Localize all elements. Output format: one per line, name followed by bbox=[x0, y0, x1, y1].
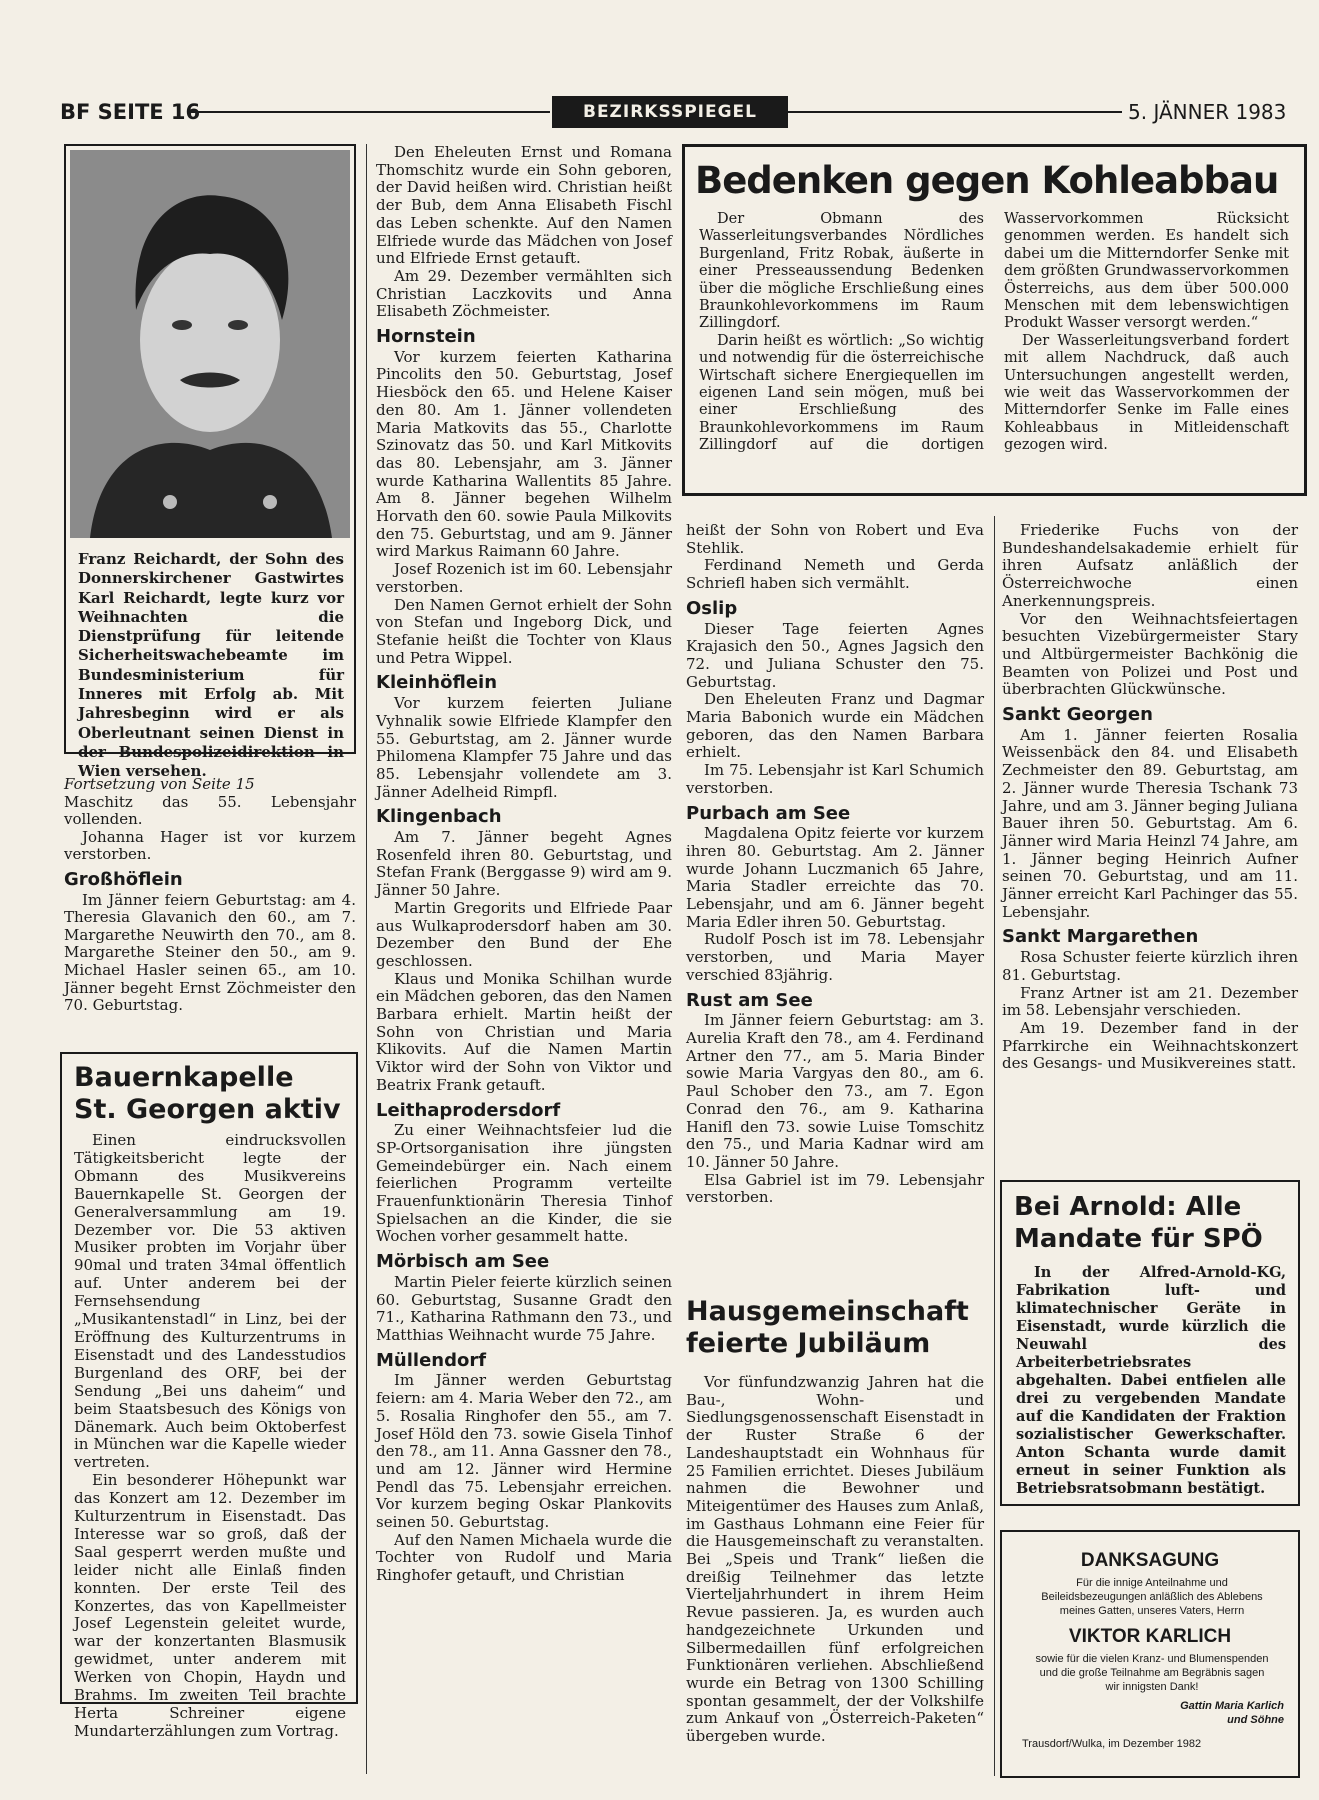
notice-title: DANKSAGUNG bbox=[1080, 1550, 1220, 1571]
subheading-leithaprodersdorf: Leithaprodersdorf bbox=[376, 1099, 561, 1121]
paragraph: Ein besonderer Höhepunkt war das Konzert am 12. Dezember im Kulturzentrum in Eisenstadt. Das Interesse war so groß, daß der Saal gesperrt werden mußte und leider nicht alle Einlaß finden konnten. Der erste Teil des Konzertes, das von Kapellmeister Josef Legenstein geleitet wurde, war der konzertanten Blasmusik gewidmet, unter anderem mit Werken von Chopin, Haydn und Brahms. Im zweiten Teil brachte Herta Schreiner eigene Mundarterzählungen zum Vortrag. bbox=[74, 1471, 346, 1740]
paragraph: Im Jänner werden Geburtstag feiern: am 4. Maria Weber den 72., am 5. Rosalia Ringhofer den 55., am 7. Josef Höld den 73. sowie Gisela Tinhof den 78., am 11. Anna Gassner den 78., und am 12. Jänner wird Hermine Pendl das 75. Lebensjahr erreichen. Vor kurzem beging Oskar Plankovits seinen 50. Geburtstag. bbox=[376, 1371, 672, 1532]
paragraph: Dieser Tage feierten Agnes Krajasich den 50., Agnes Jagsich den 72. und Juliana Schuster den 75. Geburtstag. bbox=[686, 619, 984, 691]
danksagung-notice bbox=[1000, 1530, 1300, 1778]
portrait-photo bbox=[70, 150, 350, 538]
paragraph: Den Eheleuten Franz und Dagmar Maria Babonich wurde ein Mädchen geboren, das den Namen Barbara erhielt. bbox=[686, 690, 984, 762]
photo-box bbox=[64, 144, 356, 781]
hausgemeinschaft-body bbox=[686, 1374, 984, 1746]
subheading-sankt-margarethen: Sankt Margarethen bbox=[1002, 926, 1199, 948]
column-2 bbox=[376, 144, 672, 1585]
notice-signature: Gattin Maria Karlich bbox=[1180, 1700, 1284, 1712]
article-body bbox=[699, 211, 1289, 455]
notice-name: VIKTOR KARLICH bbox=[1068, 1626, 1232, 1647]
paragraph: Am 7. Jänner begeht Agnes Rosenfeld ihren 80. Geburtstag, und Stefan Frank (Berggasse 9) wird am 9. Jänner 50 Jahre. bbox=[376, 828, 672, 900]
paragraph: Den Eheleuten Ernst und Romana Thomschitz wurde ein Sohn geboren, der David heißen wird. Christian heißt der Bub, dem Anna Elisabeth Fischl das Leben schenkte. Auf den Namen Elfriede wurde das Mädchen von Josef und Elfriede Ernst getauft. bbox=[376, 143, 672, 268]
subheading-kleinhoeflein: Kleinhöflein bbox=[376, 672, 498, 694]
paragraph: Franz Artner ist am 21. Dezember im 58. Lebensjahr verschieden. bbox=[1002, 983, 1298, 1020]
header-rule-left bbox=[188, 111, 550, 113]
paragraph: Vor fünfundzwanzig Jahren hat die Bau-, Wohn- und Siedlungsgenossenschaft Eisenstadt in der Ruster Straße 6 der Landeshauptstadt ein Wohnhaus für 25 Familien errichtet. Dieses Jubiläum nahmen die Bewohner und Miteigentümer des Hauses zum Anlaß, im Gasthaus Lohmann eine Feier für die Hausgemeinschaft zu veranstalten. Bei „Speis und Trank“ ließen die dreißig Teilnehmer das letzte Vierteljahrhundert in ihrem Heim Revue passieren. Ja, es wurden auch handgezeichnete Urkunden und Silbermedaillen fünf erfolgreichen Funktionären verliehen. Abschließend wurde ein Betrag von 1300 Schilling spontan gesammelt, der der Volkshilfe zum Ankauf von „Österreich-Paketen“ übergeben wurde. bbox=[686, 1373, 984, 1746]
paragraph: Ferdinand Nemeth und Gerda Schriefl haben sich vermählt. bbox=[686, 556, 984, 593]
article-title: Bedenken gegen Kohleabbau bbox=[695, 159, 1279, 202]
article-title: feierte Jubiläum bbox=[686, 1328, 931, 1359]
column-rule bbox=[994, 516, 995, 1776]
article-title: St. Georgen aktiv bbox=[74, 1094, 341, 1125]
paragraph: Martin Pieler feierte kürzlich seinen 60. Geburtstag, Susanne Gradt den 71., Katharina Rathmann den 73., und Matthias Weihnacht wurde 75 Jahre. bbox=[376, 1272, 672, 1344]
article-body bbox=[74, 1132, 346, 1741]
arnold-article bbox=[1000, 1180, 1300, 1506]
paragraph: Auf den Namen Michaela wurde die Tochter von Rudolf und Maria Ringhofer getauft, und Christian bbox=[376, 1530, 672, 1585]
paragraph: Friederike Fuchs von der Bundeshandelsakademie erhielt für ihren Aufsatz anläßlich der Österreichwoche einen Anerkennungspreis. bbox=[1002, 521, 1298, 610]
paragraph: Klaus und Monika Schilhan wurde ein Mädchen geboren, das den Namen Barbara erhielt. Martin heißt der Sohn von Christian und Maria Klikovits. Auf die Namen Martin Viktor wird der Sohn von Viktor und Beatrix Frank getauft. bbox=[376, 969, 672, 1094]
paragraph: In der Alfred-Arnold-KG, Fabrikation luft- und klimatechnischer Geräte in Eisenstadt, wurde kürzlich die Neuwahl des Arbeiterbetriebsrates abgehalten. Dabei entfielen alle drei zu vergebenden Mandate auf die Kandidaten der Fraktion sozialistischer Gewerkschafter. Anton Schanta wurde damit erneut in seiner Funktion als Betriebsratsobmann bestätigt. bbox=[1016, 1264, 1286, 1497]
paragraph: Rosa Schuster feierte kürzlich ihren 81. Geburtstag. bbox=[1002, 948, 1298, 984]
column-1 bbox=[64, 776, 356, 1015]
section-title: BEZIRKSSPIEGEL bbox=[552, 96, 788, 128]
article-body bbox=[1016, 1264, 1286, 1498]
article-title: Bei Arnold: Alle bbox=[1014, 1192, 1242, 1222]
paragraph: Vor kurzem feierten Juliane Vyhnalik sowie Elfriede Klampfer den 55. Geburtstag, am 2. Jänner wurde Philomena Klampfer 75 Jahre und das 85. Lebensjahr vollendete am 3. Jänner Adelheid Rimpfl. bbox=[376, 694, 672, 801]
article-title: Hausgemeinschaft bbox=[686, 1296, 969, 1327]
issue-date: 5. JÄNNER 1983 bbox=[1128, 100, 1287, 124]
paragraph: Im Jänner feiern Geburtstag: am 4. Theresia Glavanich den 60., am 7. Margarethe Neuwirth den 70., am 8. Margarethe Steiner den 50., am 9. Michael Hasler seinen 65., am 10. Jänner begeht Ernst Zöchmeister den 70. Geburtstag. bbox=[64, 890, 356, 1015]
paragraph: Im Jänner feiern Geburtstag: am 3. Aurelia Kraft den 78., am 4. Ferdinand Artner den 77., am 5. Maria Binder sowie Maria Vargyas den 80., am 6. Paul Schober den 73., am 7. Egon Conrad den 76., am 9. Katharina Hanifl den 73. sowie Luise Tomschitz den 75., und Maria Kadnar wird am 10. Jänner 50 Jahre. bbox=[686, 1011, 984, 1171]
paragraph: Einen eindrucksvollen Tätigkeitsbericht legte der Obmann des Musikvereins Bauernkapelle St. Georgen der Generalversammlung am 19. Dezember vor. Die 53 aktiven Musiker probten im Vorjahr über 90mal und traten 34mal öffentlich auf. Unter anderem bei der Fernsehsendung „Musikantenstadl“ in Linz, bei der Eröffnung des Kulturzentrums in Eisenstadt und des Landesstudios Burgenland des ORF, bei der Sendung „Bei uns daheim“ und beim Staatsbesuch des Königs von Dänemark. Auch beim Oktoberfest in München war die Kapelle wieder vertreten. bbox=[74, 1131, 346, 1472]
paragraph: Am 1. Jänner feierten Rosalia Weissenbäck den 84. und Elisabeth Zechmeister den 89. Geburtstag, am 2. Jänner wurde Theresia Tschank 73 Jahre, und am 3. Jänner beging Juliana Bauer ihren 50. Geburtstag. Am 6. Jänner wird Maria Heinzl 74 Jahre, am 1. Jänner beging Heinrich Aufner seinen 70. Geburtstag, und am 11. Jänner erreicht Karl Pachinger das 55. Lebensjahr. bbox=[1002, 725, 1298, 921]
notice-text: sowie für die vielen Kranz- und Blumenspenden und die große Teilnahme am Begräbnis sagen wir innigsten Dank! bbox=[1035, 1653, 1269, 1693]
subheading-grosshoeflein: Großhöflein bbox=[64, 868, 183, 890]
paragraph: heißt der Sohn von Robert und Eva Stehlik. bbox=[686, 521, 984, 557]
subheading-klingenbach: Klingenbach bbox=[376, 806, 502, 828]
subheading-hornstein: Hornstein bbox=[376, 326, 476, 348]
subheading-purbach: Purbach am See bbox=[686, 802, 851, 824]
column-4 bbox=[1002, 522, 1298, 1073]
paragraph: Maschitz das 55. Lebensjahr vollenden. bbox=[64, 792, 356, 829]
photo-caption: Franz Reichardt, der Sohn des Donnerskirchener Gastwirtes Karl Reichardt, legte kurz vor Weihnachten die Dienstprüfung für leitende Sicherheitswachebeamte im Bundesministerium für Inneres mit Erfolg ab. Mit Jahresbeginn wird er als Oberleutnant seinen Dienst in der Bundespolizeidirektion in Wien versehen. bbox=[78, 550, 344, 781]
subheading-oslip: Oslip bbox=[686, 597, 738, 619]
paragraph: Josef Rozenich ist im 60. Lebensjahr verstorben. bbox=[376, 560, 672, 596]
kohleabbau-article bbox=[682, 144, 1307, 496]
paragraph: Rudolf Posch ist im 78. Lebensjahr verstorben, und Maria Mayer verschied 83jährig. bbox=[686, 930, 984, 984]
notice-place: Trausdorf/Wulka, im Dezember 1982 bbox=[1022, 1738, 1202, 1750]
subheading-rust: Rust am See bbox=[686, 989, 813, 1011]
paragraph: Der Wasserleitungsverband fordert mit allem Nachdruck, daß auch Untersuchungen angestellt werden, wie weit das Wasservorkommen der Mitterndorfer Senke im Falle eines Kohleabbaus in Mitleidenschaft gezogen wird. bbox=[1004, 332, 1289, 454]
paragraph: Martin Gregorits und Elfriede Paar aus Wulkaprodersdorf haben am 30. Dezember den Bund der Ehe geschlossen. bbox=[376, 898, 672, 970]
notice-text: Für die innige Anteilnahme und Beileidsbezeugungen anläßlich des Ablebens meines Gatten, unseres Vaters, Herrn bbox=[1041, 1577, 1263, 1617]
paragraph: Am 19. Dezember fand in der Pfarrkirche ein Weihnachtskonzert des Gesangs- und Musikvereines statt. bbox=[1002, 1018, 1298, 1073]
page-number: BF SEITE 16 bbox=[60, 100, 201, 124]
paragraph: Johanna Hager ist vor kurzem verstorben. bbox=[64, 827, 356, 864]
subheading-muellendorf: Müllendorf bbox=[376, 1349, 487, 1371]
notice-signature: und Söhne bbox=[1227, 1714, 1284, 1726]
bauernkapelle-article bbox=[60, 1052, 358, 1740]
paragraph: Magdalena Opitz feierte vor kurzem ihren 80. Geburtstag. Am 2. Jänner wurde Johann Luczmanich 65 Jahre, Maria Stadler erreichte das 70. Lebensjahr, und am 6. Jänner begeht Maria Edler ihren 50. Geburtstag. bbox=[686, 824, 984, 931]
paragraph: Zu einer Weihnachtsfeier lud die SP-Ortsorganisation ihre jüngsten Gemeindebürger ein. Nach einem feierlichen Programm verteilte Frauenfunktionärin Theresia Tinhof Spielsachen an die Kinder, die sie Wochen vorher gesammelt hatte. bbox=[376, 1121, 672, 1246]
paragraph: Vor den Weihnachtsfeiertagen besuchten Vizebürgermeister Stary und Altbürgermeister Bachkönig die Beamten von Polizei und Post und überbrachten Glückwünsche. bbox=[1002, 609, 1298, 699]
continuation-note: Fortsetzung von Seite 15 bbox=[64, 775, 255, 793]
portrait-icon bbox=[70, 150, 350, 538]
article-title: Mandate für SPÖ bbox=[1014, 1224, 1263, 1254]
paragraph: Elsa Gabriel ist im 79. Lebensjahr verstorben. bbox=[686, 1170, 984, 1207]
subheading-sankt-georgen: Sankt Georgen bbox=[1002, 704, 1153, 726]
paragraph: Der Obmann des Wasserleitungsverbandes Nördliches Burgenland, Fritz Robak, äußerte in einer Presseaussendung Bedenken über die mögliche Erschließung eines Braunkohlevorkommens im Raum Zillingdorf. bbox=[699, 211, 984, 332]
paragraph: Darin heißt es wörtlich: „So wichtig und notwendig für die österreichische Wirtschaft sichere Energiequellen im eigenen Land sein mögen, muß bei einer Erschließung des Braunkohlevorkommens im Raum Zillingdorf auf die dortigen Wasservorkommen Rücksicht genommen werden. Es handelt sich dabei um die Mitterndorfer Senke mit dem größten Grundwasservorkommen Österreichs, aus dem über 500.000 Menschen mit dem lebenswichtigen Produkt Wasser versorgt werden.“ bbox=[699, 211, 1289, 454]
header-rule-right bbox=[788, 111, 1122, 113]
column-3 bbox=[686, 522, 984, 1207]
paragraph: Vor kurzem feierten Katharina Pincolits den 50. Geburtstag, Josef Hiesböck den 65. und Helene Kaiser den 80. Am 1. Jänner vollendeten Maria Matkovits das 55., Charlotte Szinovatz das 50. und Karl Mitkovits das 80. Lebensjahr, am 3. Jänner wurde Katharina Wallentits 85 Jahre. Am 8. Jänner begehen Wilhelm Horvath den 60. sowie Paula Milkovits den 75. Geburtstag, und am 9. Jänner wird Markus Raimann 60 Jahre. bbox=[376, 347, 672, 561]
paragraph: Den Namen Gernot erhielt der Sohn von Stefan und Ingeborg Dick, und Stefanie heißt die Tochter von Klaus und Petra Wippel. bbox=[376, 595, 672, 667]
column-rule bbox=[366, 144, 367, 1774]
subheading-moerbisch: Mörbisch am See bbox=[376, 1251, 550, 1273]
paragraph: Am 29. Dezember vermählten sich Christian Laczkovits und Anna Elisabeth Zöchmeister. bbox=[376, 266, 672, 321]
paragraph: Im 75. Lebensjahr ist Karl Schumich verstorben. bbox=[686, 761, 984, 797]
article-title: Bauernkapelle bbox=[74, 1062, 294, 1093]
